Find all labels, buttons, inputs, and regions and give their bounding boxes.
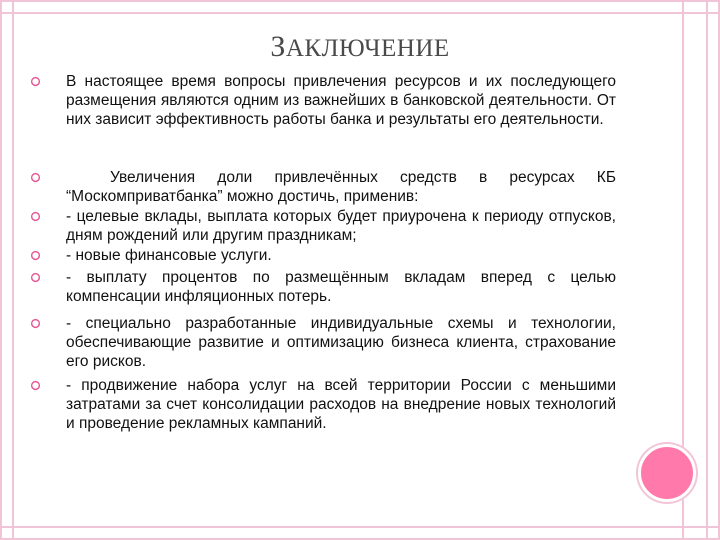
bullet-list (30, 72, 616, 434)
pink-circle-bullet-icon (30, 250, 41, 261)
pink-circle-bullet-icon (30, 380, 41, 391)
list-item (30, 376, 616, 434)
pink-circle-bullet-icon (30, 272, 41, 283)
list-item (30, 268, 616, 314)
list-item-text (66, 168, 616, 206)
list-item-text: - продвижение набора услуг на всей территории России с меньшими затратами за счет консолидации расходов на внедрение новых технологий и проведение рекламных кампаний. (66, 377, 616, 433)
list-item (30, 314, 616, 376)
frame-border-left-inner (12, 0, 14, 540)
list-item-text-content: Увеличения доли привлечённых средств в ресурсах КБ “Москомприватбанка” можно достичь, применив: (66, 169, 616, 206)
frame-border-top-inner (0, 12, 720, 14)
list-item-text: - специально разработанные индивидуальные схемы и технологии, обеспечивающие развитие и оптимизацию бизнеса клиента, страхование его рисков. (66, 315, 616, 371)
pink-circle-bullet-icon (30, 76, 41, 87)
list-item-text: - выплату процентов по размещённым вкладам вперед с целью компенсации инфляционных потерь. (66, 269, 616, 306)
list-item-text: - целевые вклады, выплата которых будет приурочена к периоду отпусков, дням рождений или другим праздникам; (66, 208, 616, 245)
list-item (30, 72, 616, 168)
pink-circle-bullet-icon (30, 211, 41, 222)
frame-border-top-outer (0, 0, 720, 2)
list-item (30, 168, 616, 207)
frame-border-right-middle (706, 0, 708, 540)
list-item-text: В настоящее время вопросы привлечения ресурсов и их последующего размещения являются одним из важнейших в банковской деятельности. От них зависит эффективность работы банка и результаты его деятельности. (66, 73, 616, 129)
decorative-pink-circle (638, 444, 696, 502)
pink-circle-bullet-icon (30, 318, 41, 329)
list-item (30, 246, 616, 268)
frame-border-left-outer (0, 0, 2, 540)
list-item-text: - новые финансовые услуги. (66, 247, 272, 264)
list-item (30, 207, 616, 246)
frame-border-bottom-inner (0, 526, 720, 528)
slide-title (0, 30, 720, 64)
title-first-letter: З (270, 30, 286, 63)
title-rest: АКЛЮЧЕНИЕ (285, 35, 450, 62)
pink-circle-bullet-icon (30, 172, 41, 183)
